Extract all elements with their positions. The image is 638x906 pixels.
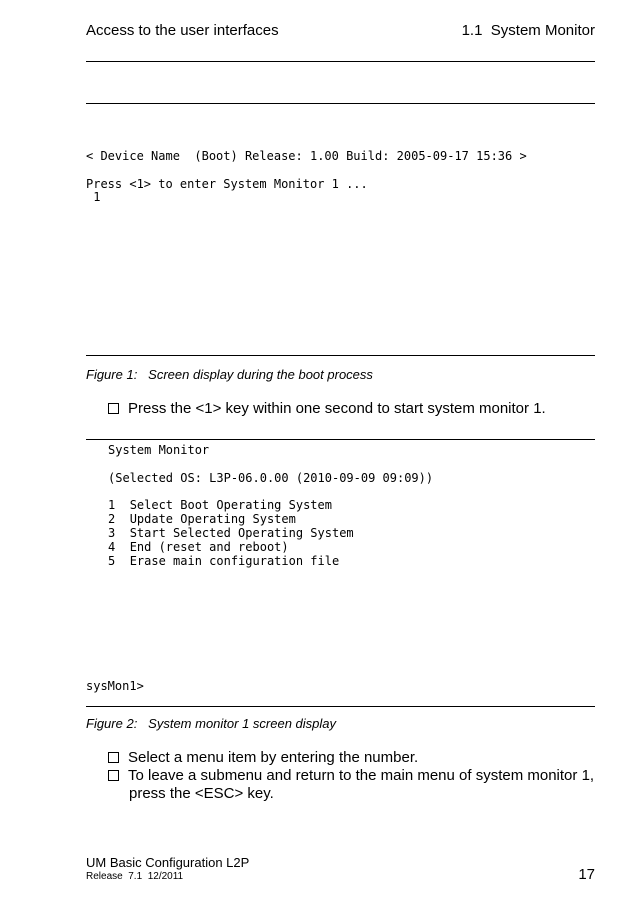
menu-item (108, 512, 296, 526)
menu-item-label: Update Operating System (129, 512, 296, 526)
sysmon-prompt: sysMon1> (86, 679, 144, 693)
menu-item-number: 1 (108, 498, 116, 512)
figure1-top-rule (86, 103, 595, 104)
instruction-list-item (108, 749, 418, 767)
menu-item-label: End (reset and reboot) (129, 540, 289, 554)
figure2-caption (86, 716, 336, 731)
press-key-prompt-line: Press <1> to enter System Monitor 1 ... (86, 177, 368, 191)
user-input-line: 1 (86, 190, 101, 204)
header-rule (86, 61, 595, 62)
system-monitor-title: System Monitor (108, 443, 210, 457)
header-chapter-title: Access to the user interfaces (86, 22, 279, 39)
menu-item (108, 526, 354, 540)
menu-item-label: Select Boot Operating System (129, 498, 332, 512)
figure1-caption-label: Figure 1: (86, 367, 138, 382)
menu-item-label: Erase main configuration file (129, 554, 340, 568)
instruction-list-item (108, 400, 546, 418)
instruction-list-item (108, 767, 594, 785)
boot-release-line: < Device Name (Boot) Release: 1.00 Build: 2005-09-17 15:36 > (86, 149, 527, 163)
header-section-number: 1.1 (461, 22, 483, 39)
header-section-title: System Monitor (490, 22, 595, 39)
menu-item-number: 4 (108, 540, 116, 554)
footer-release: Release 7.1 12/2011 (86, 871, 184, 882)
checkbox-bullet-icon (108, 403, 119, 414)
menu-item-number: 2 (108, 512, 116, 526)
figure1-bottom-rule (86, 355, 595, 356)
menu-item-number: 3 (108, 526, 116, 540)
menu-item (108, 554, 339, 568)
selected-os-line: (Selected OS: L3P-06.0.00 (2010-09-09 09:09)) (108, 471, 434, 485)
header-section (462, 22, 595, 39)
checkbox-bullet-icon (108, 752, 119, 763)
figure2-bottom-rule (86, 706, 595, 707)
footer-manual-title: UM Basic Configuration L2P (86, 855, 250, 870)
figure2-caption-text: System monitor 1 screen display (148, 716, 337, 731)
instruction-continuation-text: press the <ESC> key. (129, 785, 274, 802)
checkbox-bullet-icon (108, 770, 119, 781)
menu-item-label: Start Selected Operating System (129, 526, 354, 540)
instruction-text: Press the <1> key within one second to start system monitor 1. (128, 400, 546, 417)
figure1-caption-text: Screen display during the boot process (148, 367, 373, 382)
page-number: 17 (578, 866, 595, 883)
menu-item (108, 498, 332, 512)
menu-item (108, 540, 289, 554)
instruction-text: To leave a submenu and return to the main menu of system monitor 1, (128, 767, 595, 784)
figure2-top-rule (86, 439, 595, 440)
figure1-caption (86, 367, 373, 382)
figure2-caption-label: Figure 2: (86, 716, 138, 731)
instruction-text: Select a menu item by entering the number. (128, 749, 419, 766)
menu-item-number: 5 (108, 554, 116, 568)
